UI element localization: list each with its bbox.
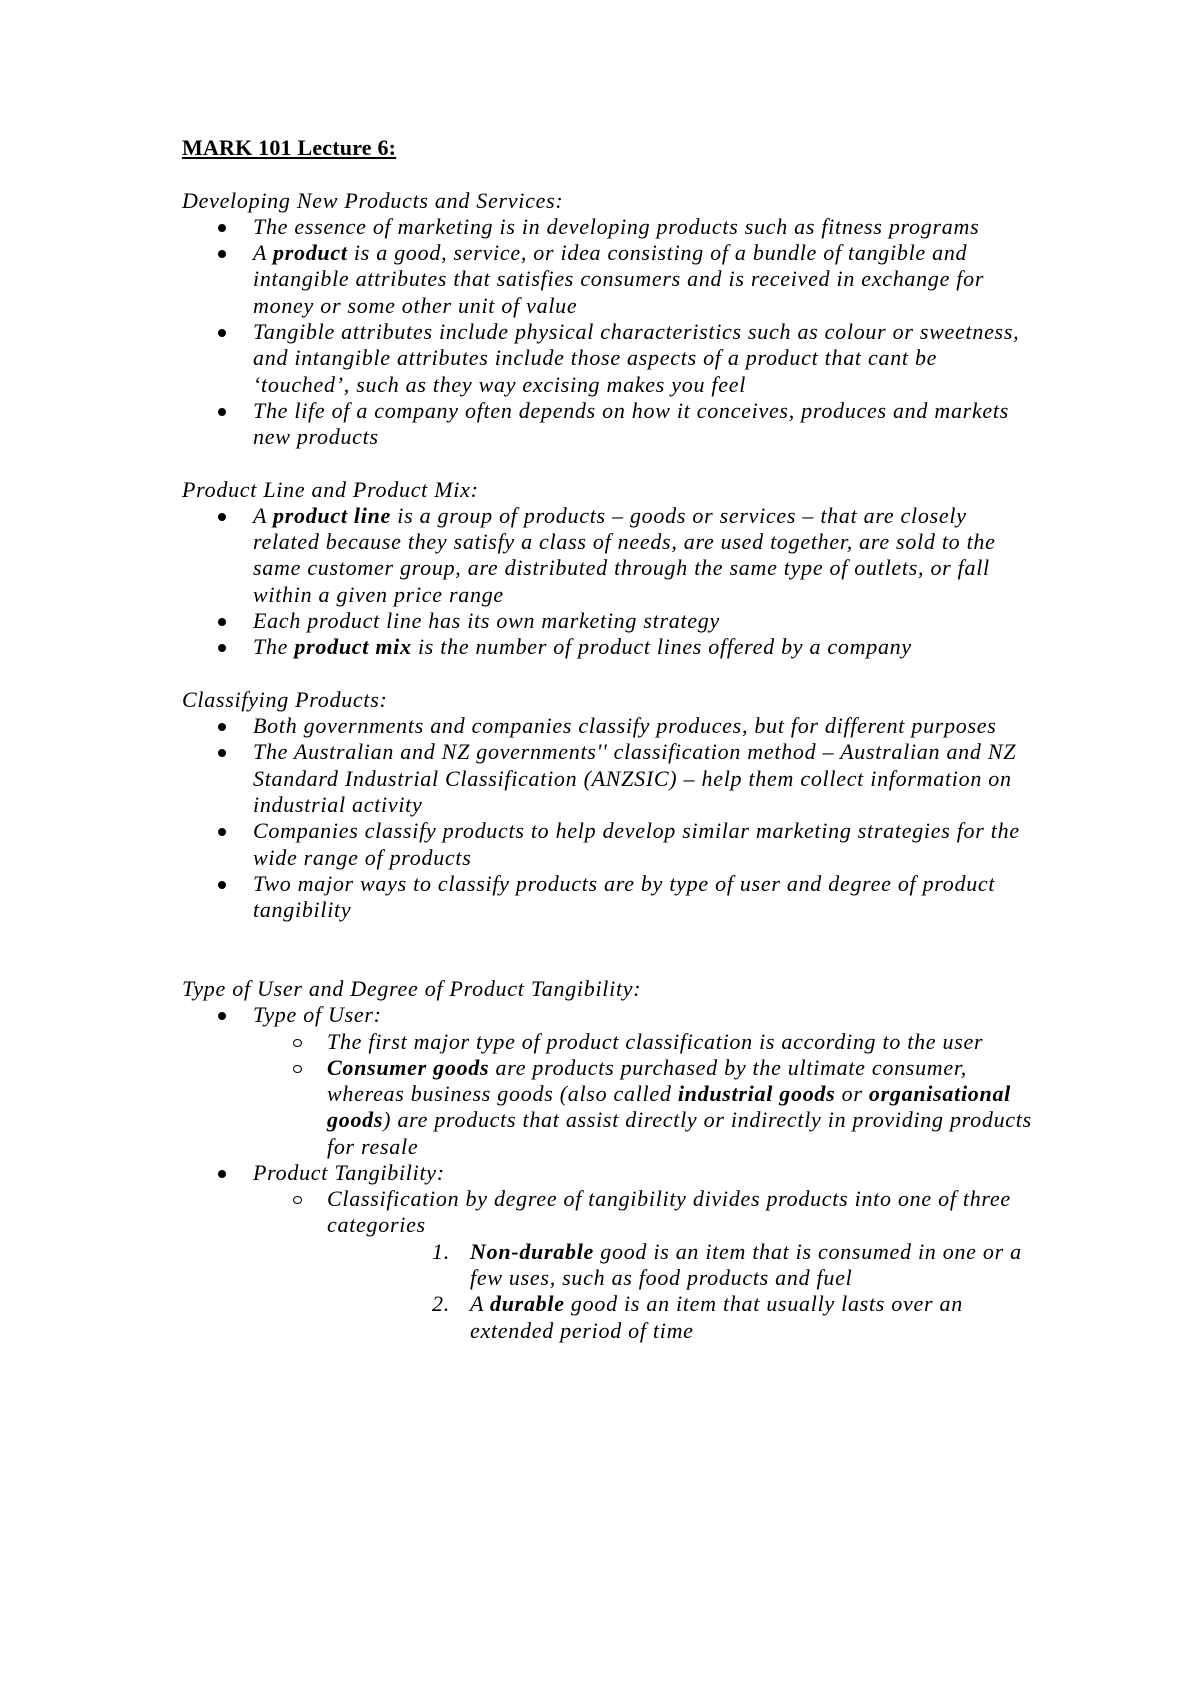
sub-bullet-list <box>253 1186 1032 1344</box>
list-item <box>182 634 1032 660</box>
list-item <box>182 871 1032 924</box>
list-item <box>182 608 1032 634</box>
circle-bullet-icon <box>293 1065 302 1073</box>
text-run: is a good, service, or idea consisting of a bundle of tangible and intangible attributes that satisfies consumers and is received in exchange for money or some other unit of value <box>253 240 985 318</box>
text-run: Companies classify products to help develop similar marketing strategies for the wide range of products <box>253 818 1020 870</box>
text-run: good is an item that usually lasts over an extended period of time <box>470 1291 963 1343</box>
list-item <box>182 398 1032 451</box>
text-run: is the number of product lines offered by a company <box>411 634 912 660</box>
document-page <box>182 135 1032 1344</box>
text-run: are products purchased by the ultimate consumer, whereas business goods (also called <box>327 1054 967 1107</box>
section-1 <box>182 188 1032 451</box>
bullet-list <box>182 713 1032 923</box>
item-text <box>253 608 1032 634</box>
list-item <box>182 1160 1032 1344</box>
text-run: ) are products that assist directly or indirectly in providing products for resale <box>327 1107 1032 1159</box>
list-item <box>182 1002 1032 1160</box>
list-item <box>182 739 1032 818</box>
sub-list-item <box>253 1055 1032 1160</box>
list-item <box>182 818 1032 871</box>
text-run: A <box>470 1291 490 1317</box>
section-3 <box>182 687 1032 924</box>
item-text <box>327 1186 1032 1239</box>
item-text <box>253 739 1032 818</box>
bold-term: organisational goods <box>327 1081 1012 1133</box>
bullet-icon <box>218 644 226 652</box>
text-run: is a group of products – goods or services – that are closely related because they satisfy a class of needs, are used together, are sold to the same customer group, are distributed through the same type of outlets, or fall within a given price range <box>253 502 996 607</box>
text-run: The essence of marketing is in developing products such as fitness programs <box>253 213 980 239</box>
item-text <box>253 1002 1032 1028</box>
list-item <box>182 713 1032 739</box>
bullet-icon <box>218 723 226 731</box>
item-text <box>253 1160 1032 1186</box>
bullet-icon <box>218 329 226 337</box>
item-text <box>253 319 1032 398</box>
section-4 <box>182 976 1032 1344</box>
numbered-item <box>327 1239 1032 1292</box>
numbered-list <box>327 1239 1032 1344</box>
text-run: The <box>253 634 295 660</box>
bullet-icon <box>218 881 226 889</box>
item-text <box>253 503 1032 608</box>
item-text <box>253 634 1032 660</box>
bullet-list <box>182 1002 1032 1344</box>
bold-term: product <box>272 240 348 266</box>
bullet-icon <box>218 408 226 416</box>
circle-bullet-icon <box>293 1196 302 1204</box>
text-run: A <box>253 240 273 266</box>
numbered-item <box>327 1291 1032 1344</box>
bold-term: Non-durable <box>470 1238 595 1264</box>
sub-bullet-list <box>253 1029 1032 1160</box>
section-heading: Developing New Products and Services: <box>182 187 564 213</box>
circle-bullet-icon <box>293 1039 302 1047</box>
bullet-icon <box>218 618 226 626</box>
sub-list-item <box>253 1186 1032 1344</box>
section-heading: Classifying Products: <box>182 686 388 712</box>
bullet-list <box>182 214 1032 451</box>
bullet-icon <box>218 749 226 757</box>
section-2 <box>182 477 1032 661</box>
list-item <box>182 214 1032 240</box>
bold-term: Consumer goods <box>327 1054 490 1080</box>
bold-term: product mix <box>294 634 412 660</box>
text-run: Each product line has its own marketing strategy <box>253 608 720 634</box>
item-text <box>253 713 1032 739</box>
sub-list-item <box>253 1029 1032 1055</box>
page-title: MARK 101 Lecture 6: <box>182 135 397 160</box>
item-text <box>253 398 1032 451</box>
text-run: The life of a company often depends on how it conceives, produces and markets new products <box>253 397 1010 450</box>
bold-term: product line <box>272 502 392 528</box>
item-text <box>253 240 1032 319</box>
item-text <box>253 214 1032 240</box>
item-text <box>327 1029 1032 1055</box>
text-run: A <box>253 502 273 528</box>
text-run: The first major type of product classification is according to the user <box>327 1028 984 1054</box>
section-heading: Product Line and Product Mix: <box>182 476 479 502</box>
text-run: or <box>835 1081 869 1107</box>
item-text <box>470 1291 1032 1344</box>
text-run: The Australian and NZ governments'' classification method – Australian and NZ Standard Industrial Classification (ANZSIC) – help them collect information on industrial activity <box>253 739 1017 817</box>
section-heading: Type of User and Degree of Product Tangibility: <box>182 975 642 1001</box>
item-text <box>327 1055 1032 1160</box>
bullet-icon <box>218 1170 226 1178</box>
text-run: Product Tangibility: <box>253 1159 445 1185</box>
list-item <box>182 319 1032 398</box>
bullet-icon <box>218 513 226 521</box>
bullet-icon <box>218 250 226 258</box>
bold-term: industrial goods <box>677 1081 836 1107</box>
text-run: Two major ways to classify products are by type of user and degree of product tangibility <box>253 870 996 923</box>
item-text <box>253 871 1032 924</box>
item-text <box>253 818 1032 871</box>
list-item <box>182 503 1032 608</box>
text-run: Both governments and companies classify produces, but for different purposes <box>253 713 997 739</box>
bullet-icon <box>218 1012 226 1020</box>
bullet-icon <box>218 828 226 836</box>
list-item <box>182 240 1032 319</box>
item-text <box>470 1239 1032 1292</box>
text-run: Tangible attributes include physical characteristics such as colour or sweetness, and intangible attributes include those aspects of a product that cant be ‘touched’, such as they way excising makes you feel <box>253 318 1020 397</box>
text-run: good is an item that is consumed in one or a few uses, such as food products and fuel <box>470 1238 1022 1291</box>
bullet-icon <box>218 224 226 232</box>
item-number: 2. <box>432 1291 450 1317</box>
text-run: Classification by degree of tangibility divides products into one of three categories <box>327 1186 1011 1238</box>
item-number: 1. <box>432 1238 450 1264</box>
bold-term: durable <box>489 1291 565 1317</box>
bullet-list <box>182 503 1032 661</box>
text-run: Type of User: <box>253 1002 382 1028</box>
